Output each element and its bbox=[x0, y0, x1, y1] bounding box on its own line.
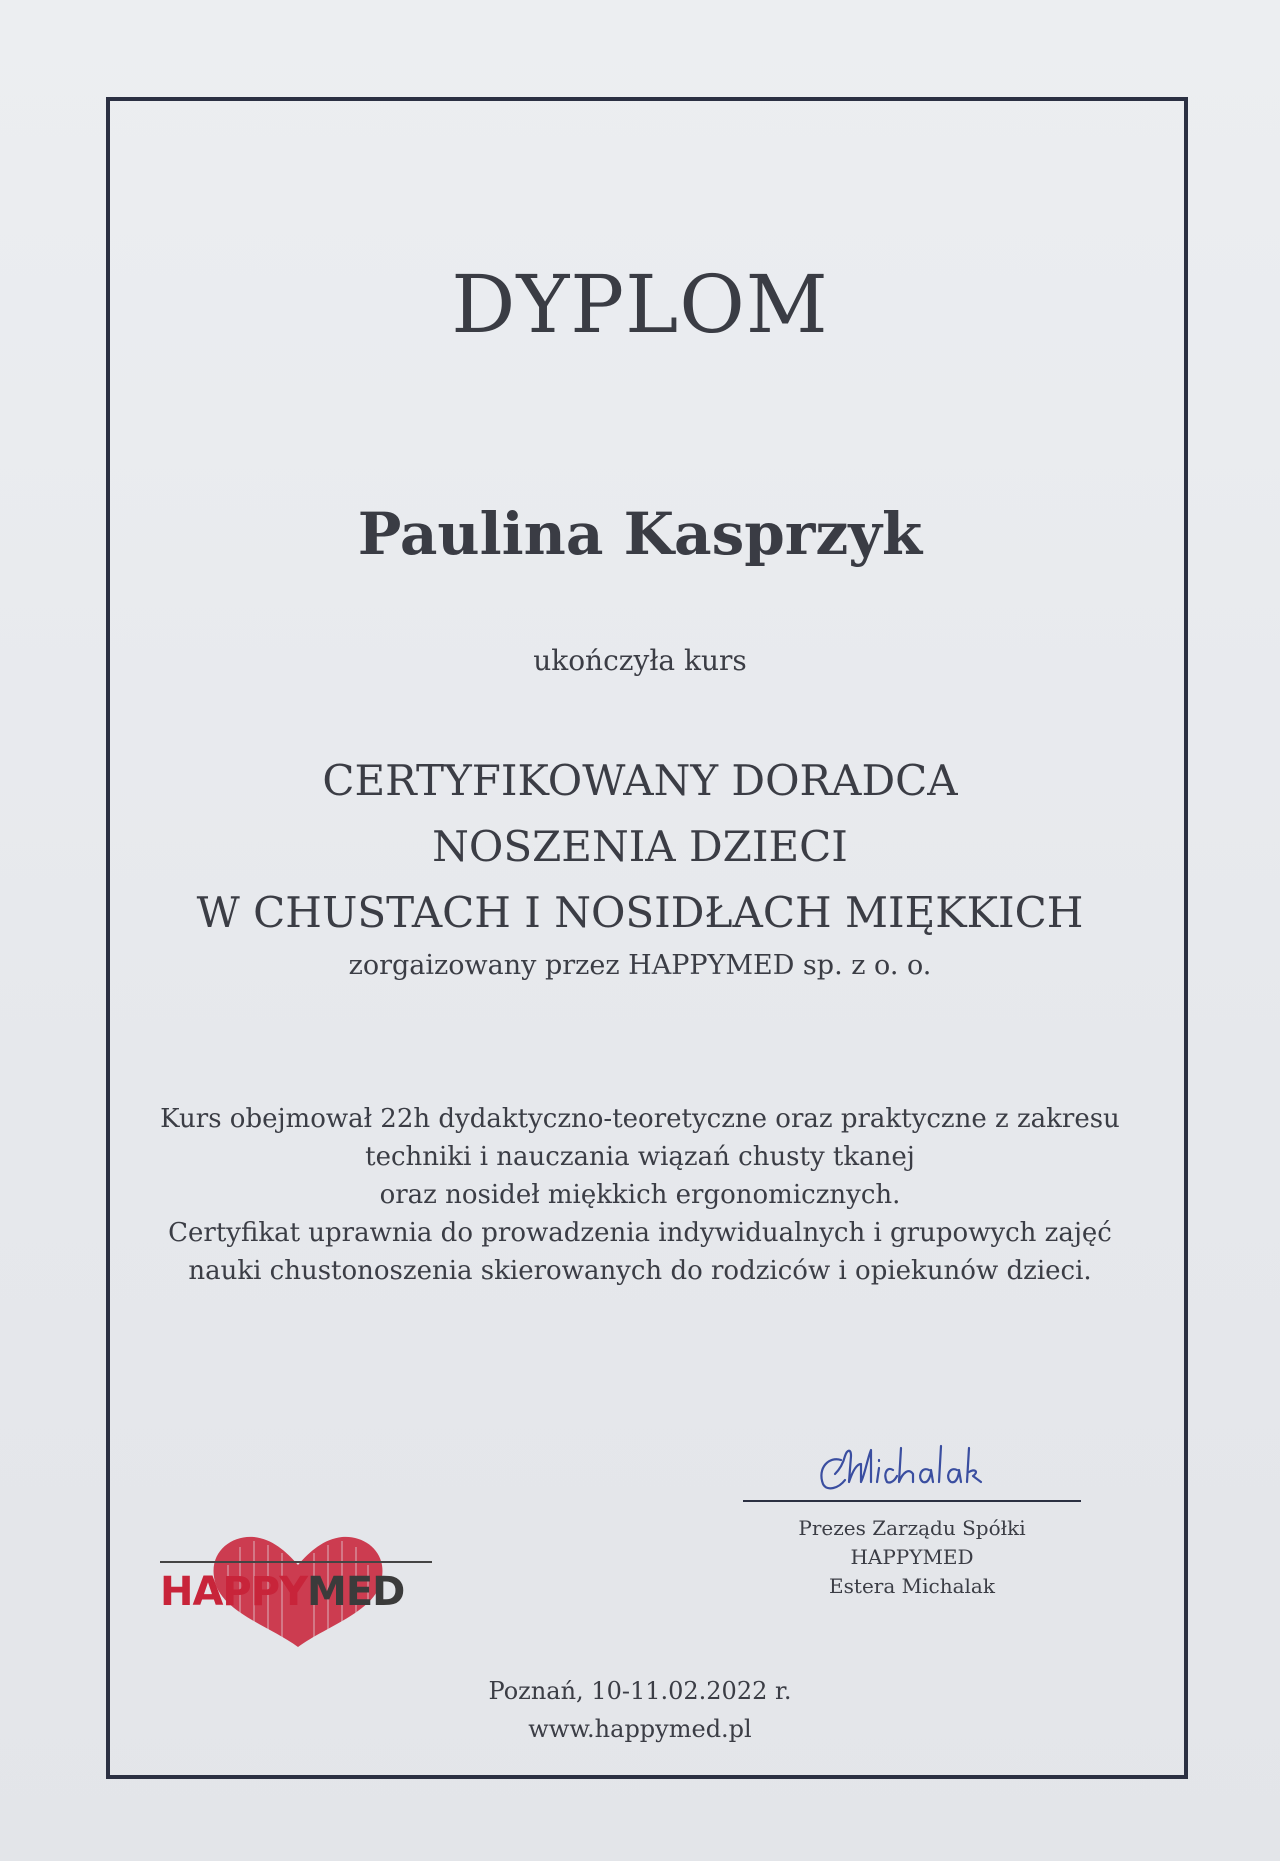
diploma-title: DYPLOM bbox=[451, 258, 829, 351]
course-title-line: W CHUSTACH I NOSIDŁACH MIĘKKICH bbox=[196, 888, 1084, 937]
signature-line bbox=[743, 1500, 1081, 1502]
signer-name: Estera Michalak bbox=[829, 1574, 995, 1598]
website: www.happymed.pl bbox=[528, 1715, 752, 1743]
organizer-text: zorgaizowany przez HAPPYMED sp. z o. o. bbox=[348, 950, 932, 981]
course-title-line: NOSZENIA DZIECI bbox=[432, 822, 848, 871]
description-line: Kurs obejmował 22h dydaktyczno-teoretyczne oraz praktyczne z zakresu bbox=[160, 1104, 1120, 1134]
logo-divider bbox=[160, 1561, 432, 1563]
signature-block bbox=[743, 1430, 1081, 1601]
course-title bbox=[0, 748, 1280, 946]
logo-word-happy: HAPPY bbox=[160, 1569, 308, 1615]
logo-word-med: MED bbox=[307, 1569, 405, 1615]
happymed-logo bbox=[158, 1525, 438, 1655]
course-description bbox=[0, 1100, 1280, 1290]
signature-caption bbox=[743, 1514, 1081, 1601]
signer-role: Prezes Zarządu Spółki bbox=[798, 1516, 1026, 1540]
diploma-footer bbox=[0, 1672, 1280, 1748]
course-title-line: CERTYFIKOWANY DORADCA bbox=[322, 756, 958, 805]
handwritten-signature bbox=[743, 1430, 1081, 1500]
description-line: techniki i nauczania wiązań chusty tkanej bbox=[365, 1142, 915, 1172]
completed-text: ukończyła kurs bbox=[533, 644, 747, 677]
signer-company: HAPPYMED bbox=[850, 1545, 974, 1569]
description-line: oraz nosideł miękkich ergonomicznych. bbox=[379, 1180, 901, 1210]
recipient-name: Paulina Kasprzyk bbox=[357, 500, 923, 568]
description-line: nauki chustonoszenia skierowanych do rodziców i opiekunów dzieci. bbox=[188, 1256, 1092, 1286]
logo-wordmark bbox=[160, 1569, 404, 1615]
description-line: Certyfikat uprawnia do prowadzenia indywidualnych i grupowych zajęć bbox=[168, 1218, 1112, 1248]
place-date: Poznań, 10-11.02.2022 r. bbox=[488, 1677, 792, 1705]
